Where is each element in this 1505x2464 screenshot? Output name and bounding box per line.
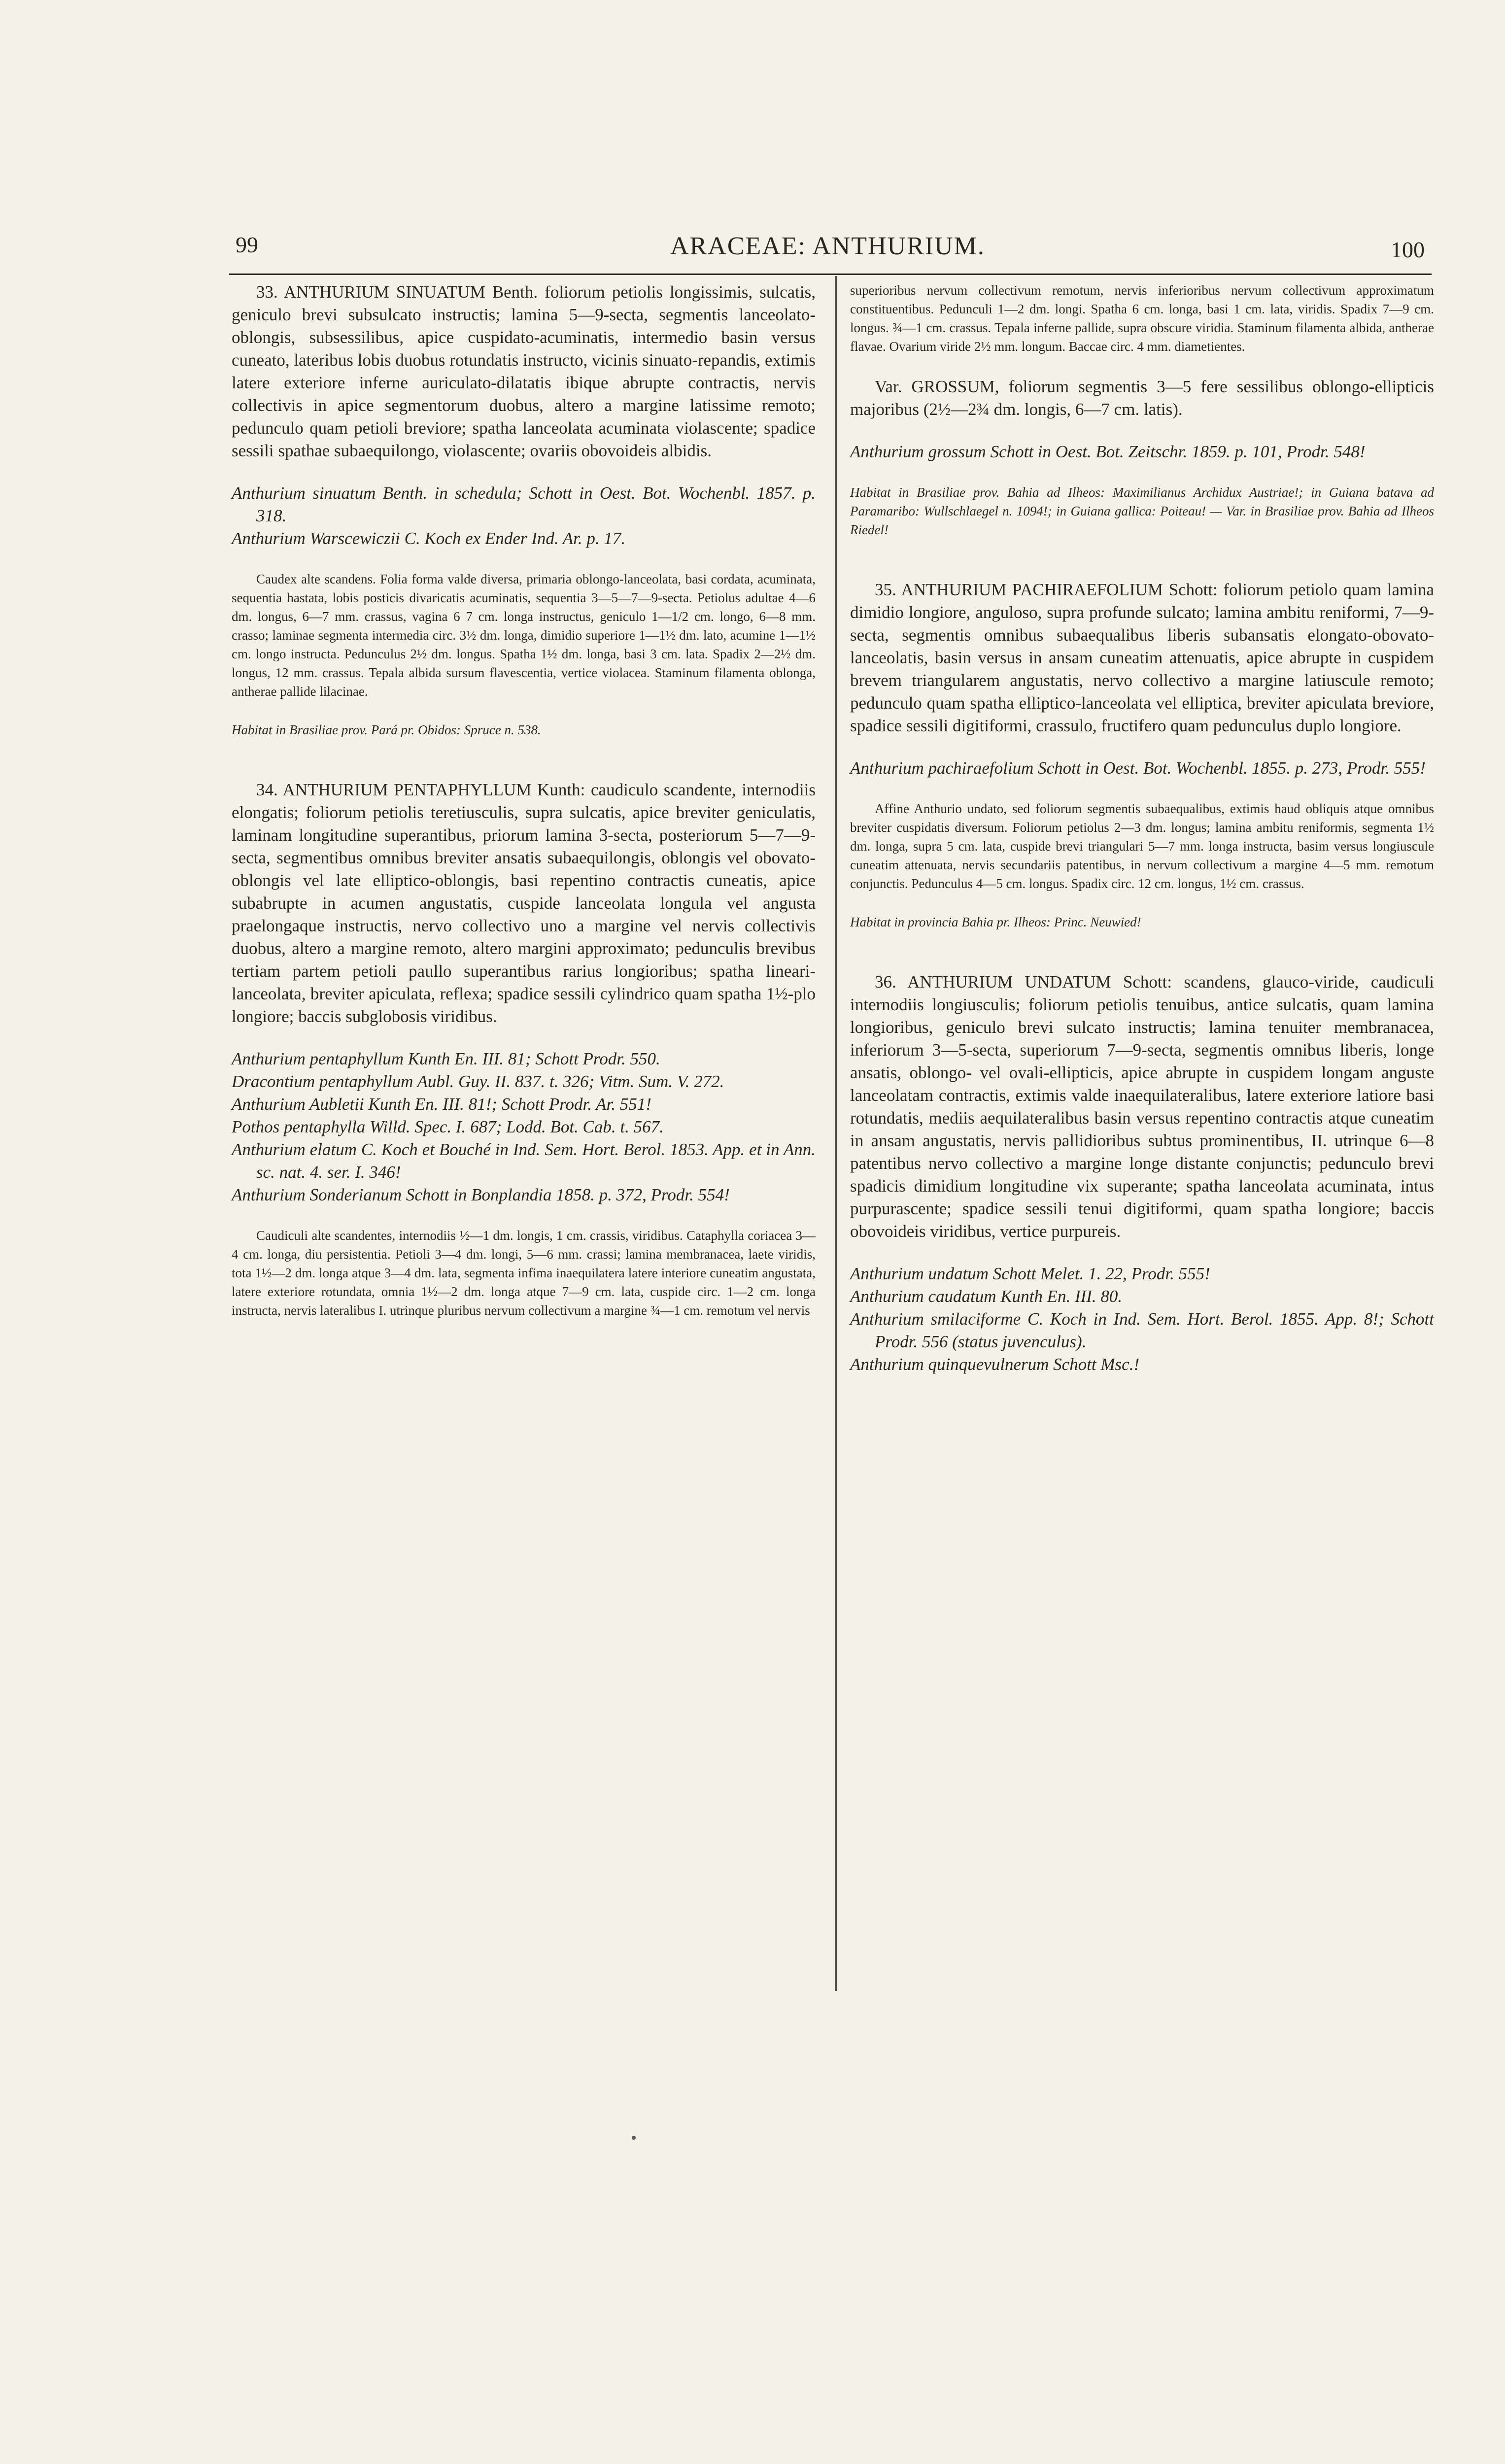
species-33-citation-1: Anthurium sinuatum Benth. in schedula; Schott in Oest. Bot. Wochenbl. 1857. p. 318.	[232, 483, 816, 525]
variety-grossum-citation: Anthurium grossum Schott in Oest. Bot. Zeitschr. 1859. p. 101, Prodr. 548!	[850, 442, 1366, 461]
species-34-citation: Anthurium pentaphyllum Kunth En. III. 81; Schott Prodr. 550.	[232, 1049, 660, 1068]
running-title: ARACEAE: ANTHURIUM.	[670, 232, 985, 260]
page-header	[0, 232, 1505, 271]
species-34-citation: Pothos pentaphylla Willd. Spec. I. 687; Lodd. Bot. Cab. t. 567.	[232, 1117, 664, 1136]
page-number-right: 100	[1391, 237, 1425, 262]
species-33-habitat: Habitat in Brasiliae prov. Pará pr. Obidos: Spruce n. 538.	[232, 722, 541, 737]
column-divider	[835, 276, 837, 1991]
species-33-citation-2: Anthurium Warscewiczii C. Koch ex Ender Ind. Ar. p. 17.	[232, 529, 626, 548]
species-34-citation: Anthurium Aubletii Kunth En. III. 81!; Schott Prodr. Ar. 551!	[232, 1095, 651, 1114]
right-column	[850, 281, 1434, 1376]
species-33-detail: Caudex alte scandens. Folia forma valde diversa, primaria oblongo-lanceolata, basi cordata, acuminata, sequentia hastata, lobis posticis divaricatis acuminatis, sequentia 3—5—7—9-secta. Petiolus adultae 4—6 dm. longus, 6—7 mm. crassus, vagina 6 7 cm. longa instructus, geniculo 1—1/2 cm. longo, 6—8 mm. crasso; laminae segmenta intermedia circ. 3½ dm. longa, dimidio superiore 1—1½ dm. lato, acumine 1—1½ cm. longo instructa. Pedunculus 2½ dm. longus. Spatha 1½ dm. longa, basi 3 cm. lata. Spadix 2—2½ dm. longus, 12 mm. crassus. Tepala albida sursum flavescentia, vertice violacea. Staminum filamenta oblonga, antherae pallide lilacinae.	[232, 572, 816, 699]
species-34-detail-continued: superioribus nervum collectivum remotum, nervis inferioribus nervum collectivum approximatum constituentibus. Pedunculi 1—2 dm. longi. Spatha 6 cm. longa, basi 1 cm. lata, viridis. Spadix 7—9 cm. longus. ¾—1 cm. crassus. Tepala inferne pallide, supra obscure viridia. Staminum filamenta albida, antherae flavae. Ovarium viride 2½ mm. longum. Baccae circ. 4 mm. diametientes.	[850, 283, 1434, 354]
species-34-citation: Anthurium Sonderianum Schott in Bonplandia 1858. p. 372, Prodr. 554!	[232, 1185, 730, 1204]
species-35-habitat: Habitat in provincia Bahia pr. Ilheos: Princ. Neuwied!	[850, 915, 1141, 929]
species-36-description: 36. ANTHURIUM UNDATUM Schott: scandens, glauco-viride, caudiculi internodiis longiusculis; foliorum petiolis tenuibus, antice sulcatis, quam lamina longioribus, geniculo brevi sulcato instructis; lamina tenuiter membranacea, inferiorum 3—5-secta, superiorum 7—9-secta, segmentis omnibus liberis, longe ansatis, oblongo- vel ovali-ellipticis, apice abrupte in cuspidem longam anguste lanceolatam contractis, extimis valde inaequilateralibus, latere exteriore latiore basi rotundatis, mediis aequilateralibus basin versus repentino contractis atque cuneatim in ansam angustatis, nervis pallidioribus subtus prominentibus, II. utrinque 6—8 patentibus nervo collectivo a margine longe distante conjunctis; pedunculo brevi spadicis dimidium longitudine vix superante; spatha lanceolata acuminata, intus purpurascente; spadice sessili tenui digitiformi, quam spatha longiore; baccis obovoideis viridibus, vertice purpureis.	[850, 972, 1434, 1241]
variety-grossum-habitat: Habitat in Brasiliae prov. Bahia ad Ilheos: Maximilianus Archidux Austriae!; in Guiana batava ad Paramaribo: Wullschlaegel n. 1094!; in Guiana gallica: Poiteau! — Var. in Brasiliae prov. Bahia ad Ilheos Riedel!	[850, 485, 1434, 537]
header-rule	[229, 274, 1432, 275]
page-number-left: 99	[236, 232, 258, 257]
species-33-description: 33. ANTHURIUM SINUATUM Benth. foliorum petiolis longissimis, sulcatis, geniculo brevi subsulcato instructis; lamina 5—9-secta, segmentis lanceolato-oblongis, subsessilibus, apice cuspidato-acuminatis, intermedio basin versus cuneato, lateribus lobis duobus rotundatis instructo, vicinis sinuato-repandis, extimis latere exteriore inferne auriculato-dilatatis ibique abrupte contractis, nervis collectivis in apice segmentorum duobus, altero a margine latissime remoto; pedunculo quam petioli breviore; spatha lanceolata acuminata violascente; spadice sessili spathae subaequilongo, violascente; ovariis obovoideis albidis.	[232, 282, 816, 460]
species-36-citation: Anthurium undatum Schott Melet. 1. 22, Prodr. 555!	[850, 1264, 1210, 1283]
species-36-citation: Anthurium caudatum Kunth En. III. 80.	[850, 1287, 1123, 1306]
species-34-citation: Anthurium elatum C. Koch et Bouché in Ind. Sem. Hort. Berol. 1853. App. et in Ann. sc. nat. 4. ser. I. 346!	[232, 1140, 816, 1182]
species-34-description: 34. ANTHURIUM PENTAPHYLLUM Kunth: caudiculo scandente, internodiis elongatis; foliorum petiolis teretiusculis, supra sulcatis, apice breviter geniculatis, laminam longitudine superantibus, priorum lamina 3-secta, posteriorum 5—7—9-secta, segmentibus omnibus breviter ansatis subaequilongis, oblongis vel obovato-oblongis vel late elliptico-oblongis, basi repentino contractis cuneatis, apice subabrupte in acumen angustatis, cuspide lanceolata longula vel angusta praelongaque instructis, nervo collectivo uno a margine vel nervis collectivis duobus, altero a margine remoto, altero margini approximato; pedunculis brevibus tertiam partem petioli paullo superantibus rarius longioribus; spatha lineari-lanceolata, breviter apiculata, reflexa; spadice sessili cylindrico quam spatha 1½-plo longiore; baccis subglobosis viridibus.	[232, 780, 816, 1026]
species-34-detail: Caudiculi alte scandentes, internodiis ½—1 dm. longis, 1 cm. crassis, viridibus. Cataphylla coriacea 3—4 cm. longa, diu persistentia. Petioli 3—4 dm. longi, 5—6 mm. crassi; lamina membranacea, laete viridis, tota 1½—2 dm. longa atque 3—4 dm. lata, segmenta infima inaequilatera latere interiore cuneatim angustata, latere exteriore rotundata, omnia 1½—2 dm. longa atque 7—9 cm. lata, cuspide circ. 1—2 cm. longa instructa, nervis lateralibus I. utrinque pluribus nervum collectivum a margine ¾—1 cm. remotum vel nervis	[232, 1228, 816, 1318]
left-column	[232, 281, 816, 1320]
species-35-detail: Affine Anthurio undato, sed foliorum segmentis subaequalibus, extimis haud obliquis atque omnibus breviter cuspidatis diversum. Foliorum petiolus 2—3 dm. longus; lamina ambitu reniformis, segmenta 1½ dm. longa, supra 5 cm. lata, cuspide brevi triangulari 5—7 mm. longa instructa, basim versus longiuscule cuneatim attenuata, nervis secundariis patentibus, in nervum collectivum a margine 4—5 mm. remotum conjunctis. Pedunculus 4—5 cm. longus. Spadix circ. 12 cm. longus, 1½ cm. crassus.	[850, 801, 1434, 891]
species-34-citation: Dracontium pentaphyllum Aubl. Guy. II. 837. t. 326; Vitm. Sum. V. 272.	[232, 1072, 724, 1091]
variety-grossum-description: Var. GROSSUM, foliorum segmentis 3—5 fere sessilibus oblongo-ellipticis majoribus (2½—2¾ dm. longis, 6—7 cm. latis).	[850, 377, 1434, 419]
species-36-citation: Anthurium quinquevulnerum Schott Msc.!	[850, 1355, 1140, 1374]
species-35-citation: Anthurium pachiraefolium Schott in Oest. Bot. Wochenbl. 1855. p. 273, Prodr. 555!	[850, 758, 1426, 778]
species-36-citation: Anthurium smilaciforme C. Koch in Ind. Sem. Hort. Berol. 1855. App. 8!; Schott Prodr. 556 (status juvenculus).	[850, 1309, 1434, 1351]
print-mark: •	[631, 2129, 637, 2147]
species-35-description: 35. ANTHURIUM PACHIRAEFOLIUM Schott: foliorum petiolo quam lamina dimidio longiore, anguloso, supra profunde sulcato; lamina ambitu reniformi, 7—9-secta, segmentis omnibus subaequalibus liberis subansatis elongato-obovato-lanceolatis, basin versus in ansam cuneatim attenuatis, apice abrupte in cuspidem brevem triangularem angustatis, nervo collectivo a margine latiuscule remoto; pedunculo quam spatha elliptico-lanceolata vel elliptica, breviter apiculata breviore, spadice sessili digitiformi, crassulo, fructifero quam pedunculus duplo longiore.	[850, 580, 1434, 735]
